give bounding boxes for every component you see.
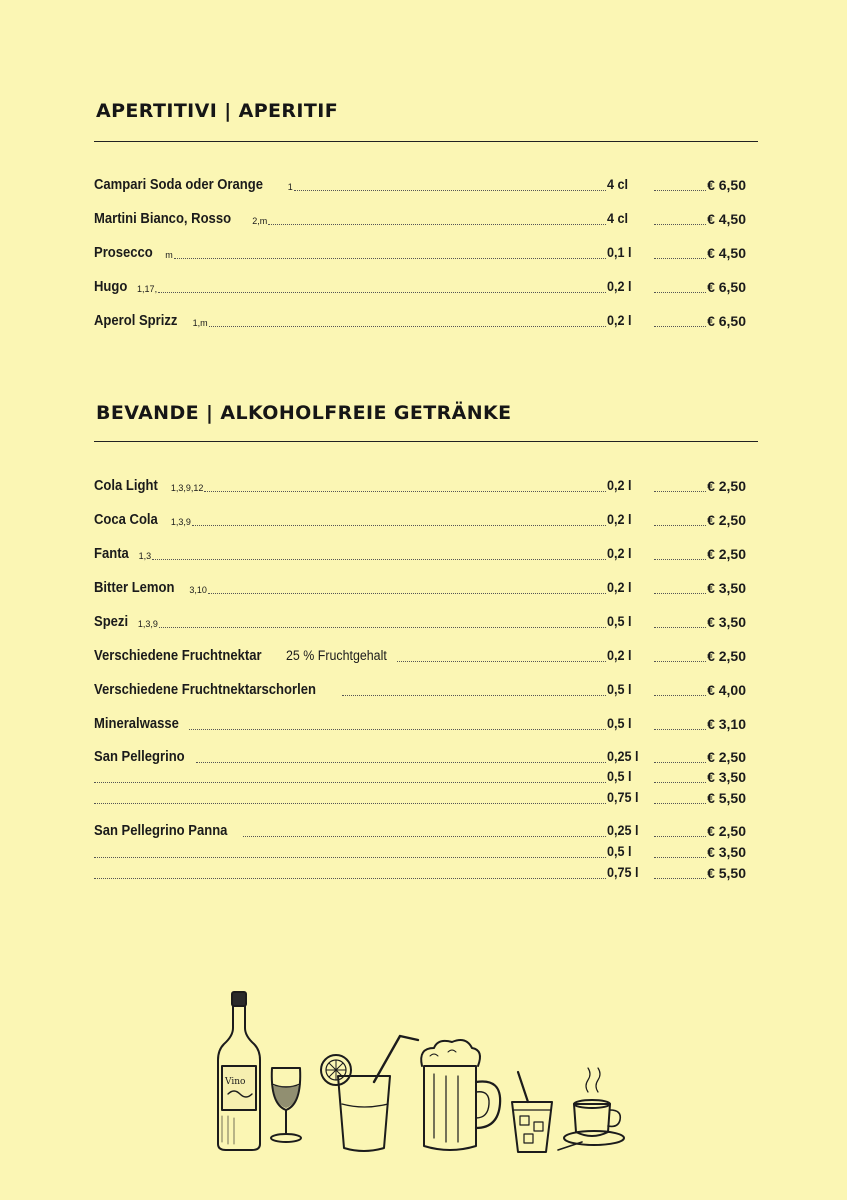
- menu-item-name: San Pellegrino: [94, 749, 185, 765]
- menu-item-price: € 2,50: [707, 648, 746, 664]
- menu-item-row: [94, 276, 746, 296]
- menu-item-quantity: 0,25 l: [607, 748, 639, 764]
- menu-item-quantity: 0,2 l: [607, 511, 632, 527]
- iced-drink-icon: [512, 1072, 552, 1152]
- menu-item-quantity: 0,5 l: [607, 613, 632, 629]
- dot-leader: [654, 726, 706, 730]
- section-divider: [94, 441, 758, 442]
- menu-item-name-wrap: [94, 647, 396, 665]
- menu-item-name: Mineralwasse: [94, 716, 179, 732]
- section-title-aperitif: APERTITIVI | APERITIF: [96, 100, 339, 122]
- menu-item-row: [94, 787, 746, 807]
- dot-leader: [208, 590, 606, 594]
- menu-item-price: € 6,50: [707, 177, 746, 193]
- dot-leader: [654, 522, 706, 526]
- dot-leader: [654, 323, 706, 327]
- menu-item-row: [94, 509, 746, 529]
- menu-item-name: Coca Cola: [94, 512, 158, 528]
- allergen-codes: 1,17,: [137, 284, 158, 294]
- dot-leader: [174, 255, 606, 259]
- dot-leader: [654, 187, 706, 191]
- menu-item-name: San Pellegrino Panna: [94, 823, 228, 839]
- menu-item-quantity-wrap: [607, 209, 653, 228]
- menu-item-quantity: 0,5 l: [607, 768, 632, 784]
- menu-item-row: [94, 820, 746, 840]
- menu-item-quantity-wrap: [607, 680, 653, 699]
- dot-leader: [654, 289, 706, 293]
- menu-item-price: € 2,50: [707, 823, 746, 839]
- dot-leader: [654, 779, 706, 783]
- allergen-codes: 1,3,9: [137, 619, 158, 629]
- menu-item-name-wrap: [94, 579, 207, 597]
- menu-item-row: [94, 310, 746, 330]
- dot-leader: [654, 590, 706, 594]
- dot-leader: [94, 875, 606, 879]
- menu-item-name: Bitter Lemon: [94, 580, 175, 596]
- allergen-codes: 2,m: [252, 216, 268, 226]
- menu-item-name-wrap: [94, 613, 158, 631]
- menu-item-quantity-wrap: [607, 277, 653, 296]
- menu-item-quantity-wrap: [607, 863, 653, 882]
- menu-item-price: € 2,50: [707, 478, 746, 494]
- menu-item-row: [94, 611, 746, 631]
- drinks-illustration: [212, 986, 642, 1156]
- menu-item-quantity-wrap: [607, 767, 653, 786]
- menu-item-row: [94, 475, 746, 495]
- menu-item-row: [94, 746, 746, 766]
- svg-text:Vino: Vino: [225, 1077, 246, 1087]
- menu-item-name-wrap: [94, 176, 293, 194]
- menu-item-quantity-wrap: [607, 544, 653, 563]
- menu-item-name: Campari Soda oder Orange: [94, 177, 263, 193]
- dot-leader: [654, 556, 706, 560]
- menu-item-quantity-wrap: [607, 311, 653, 330]
- dot-leader: [654, 488, 706, 492]
- menu-item-row: [94, 208, 746, 228]
- dot-leader: [196, 759, 606, 763]
- menu-item-name: Aperol Sprizz: [94, 313, 178, 329]
- dot-leader: [209, 323, 606, 327]
- menu-item-price: € 6,50: [707, 313, 746, 329]
- menu-item-quantity: 0,1 l: [607, 244, 632, 260]
- menu-item-quantity-wrap: [607, 747, 653, 766]
- menu-item-quantity-wrap: [607, 510, 653, 529]
- menu-item-name-wrap: [94, 822, 242, 840]
- dot-leader: [654, 800, 706, 804]
- menu-item-quantity: 0,5 l: [607, 715, 632, 731]
- menu-item-name: Spezi: [94, 614, 129, 630]
- menu-item-quantity-wrap: [607, 842, 653, 861]
- lemonade-glass-icon: [321, 1036, 418, 1151]
- menu-item-name-wrap: [94, 278, 157, 296]
- menu-item-price: € 3,10: [707, 716, 746, 732]
- allergen-codes: 1,3,9,12: [170, 483, 204, 493]
- menu-item-quantity: 0,2 l: [607, 647, 632, 663]
- menu-item-quantity: 0,75 l: [607, 864, 639, 880]
- beer-mug-icon: [421, 1040, 500, 1150]
- menu-item-quantity: 0,75 l: [607, 789, 639, 805]
- wine-glass-icon: [271, 1068, 301, 1142]
- menu-item-price: € 4,50: [707, 245, 746, 261]
- dot-leader: [654, 854, 706, 858]
- menu-item-quantity-wrap: [607, 646, 653, 665]
- menu-item-row: [94, 766, 746, 786]
- menu-item-price: € 5,50: [707, 790, 746, 806]
- menu-item-price: € 3,50: [707, 769, 746, 785]
- menu-item-name-wrap: [94, 681, 341, 699]
- menu-item-quantity-wrap: [607, 243, 653, 262]
- menu-item-price: € 2,50: [707, 749, 746, 765]
- dot-leader: [654, 658, 706, 662]
- menu-item-name-wrap: [94, 748, 195, 766]
- wine-bottle-icon: [218, 992, 260, 1150]
- dot-leader: [94, 779, 606, 783]
- menu-item-name: Verschiedene Fruchtnektar: [94, 648, 262, 664]
- menu-item-price: € 2,50: [707, 546, 746, 562]
- menu-item-quantity-wrap: [607, 788, 653, 807]
- dot-leader: [654, 692, 706, 696]
- menu-item-quantity: 0,2 l: [607, 579, 632, 595]
- dot-leader: [654, 255, 706, 259]
- dot-leader: [94, 800, 606, 804]
- menu-item-quantity-wrap: [607, 476, 653, 495]
- dot-leader: [654, 624, 706, 628]
- menu-item-name: Martini Bianco, Rosso: [94, 211, 232, 227]
- dot-leader: [243, 833, 606, 837]
- allergen-codes: 1,m: [192, 318, 208, 328]
- menu-item-quantity: 0,2 l: [607, 312, 632, 328]
- menu-item-quantity-wrap: [607, 612, 653, 631]
- menu-item-quantity: 0,2 l: [607, 545, 632, 561]
- dot-leader: [342, 692, 606, 696]
- menu-item-name: Verschiedene Fruchtnektarschorlen: [94, 682, 316, 698]
- menu-item-row: [94, 577, 746, 597]
- menu-item-name-wrap: [94, 511, 191, 529]
- menu-item-name: Hugo: [94, 279, 128, 295]
- menu-item-quantity-wrap: [607, 578, 653, 597]
- menu-item-name-wrap: [94, 244, 173, 262]
- menu-item-quantity: 0,5 l: [607, 681, 632, 697]
- dot-leader: [204, 488, 606, 492]
- menu-item-name: Fanta: [94, 546, 129, 562]
- menu-item-note: 25 % Fruchtgehalt: [286, 648, 387, 663]
- menu-item-name-wrap: [94, 545, 151, 563]
- allergen-codes: 3,10: [189, 585, 207, 595]
- dot-leader: [192, 522, 606, 526]
- menu-item-price: € 4,50: [707, 211, 746, 227]
- dot-leader: [94, 854, 606, 858]
- menu-item-quantity: 4 cl: [607, 210, 629, 226]
- menu-item-name-wrap: [94, 715, 188, 733]
- dot-leader: [152, 556, 606, 560]
- allergen-codes: 1,3: [138, 551, 152, 561]
- dot-leader: [159, 624, 606, 628]
- menu-item-name: Prosecco: [94, 245, 153, 261]
- menu-item-row: [94, 679, 746, 699]
- dot-leader: [654, 759, 706, 763]
- menu-item-quantity: 4 cl: [607, 176, 629, 192]
- menu-item-quantity-wrap: [607, 821, 653, 840]
- menu-item-quantity: 0,2 l: [607, 477, 632, 493]
- menu-item-row: [94, 543, 746, 563]
- menu-item-price: € 5,50: [707, 865, 746, 881]
- dot-leader: [189, 726, 606, 730]
- dot-leader: [158, 289, 606, 293]
- allergen-codes: 1: [287, 182, 293, 192]
- menu-item-price: € 3,50: [707, 844, 746, 860]
- menu-item-name-wrap: [94, 312, 208, 330]
- menu-item-price: € 3,50: [707, 614, 746, 630]
- allergen-codes: m: [165, 250, 173, 260]
- menu-item-price: € 3,50: [707, 580, 746, 596]
- menu-item-price: € 6,50: [707, 279, 746, 295]
- menu-item-price: € 2,50: [707, 512, 746, 528]
- dot-leader: [654, 875, 706, 879]
- menu-item-quantity: 0,5 l: [607, 843, 632, 859]
- menu-item-row: [94, 242, 746, 262]
- dot-leader: [654, 221, 706, 225]
- menu-item-name-wrap: [94, 477, 203, 495]
- menu-item-name-wrap: [94, 210, 267, 228]
- section-divider: [94, 141, 758, 142]
- menu-item-price: € 4,00: [707, 682, 746, 698]
- section-title-bevande: BEVANDE | ALKOHOLFREIE GETRÄNKE: [96, 402, 512, 424]
- menu-item-row: [94, 174, 746, 194]
- allergen-codes: 1,3,9: [170, 517, 191, 527]
- menu-item-name: Cola Light: [94, 478, 158, 494]
- dot-leader: [294, 187, 606, 191]
- menu-item-quantity-wrap: [607, 175, 653, 194]
- menu-item-quantity-wrap: [607, 714, 653, 733]
- menu-item-row: [94, 713, 746, 733]
- menu-item-row: [94, 862, 746, 882]
- dot-leader: [654, 833, 706, 837]
- dot-leader: [397, 658, 606, 662]
- menu-item-quantity: 0,25 l: [607, 822, 639, 838]
- dot-leader: [268, 221, 606, 225]
- menu-item-row: [94, 645, 746, 665]
- menu-item-row: [94, 841, 746, 861]
- coffee-cup-icon: [558, 1068, 624, 1150]
- menu-item-quantity: 0,2 l: [607, 278, 632, 294]
